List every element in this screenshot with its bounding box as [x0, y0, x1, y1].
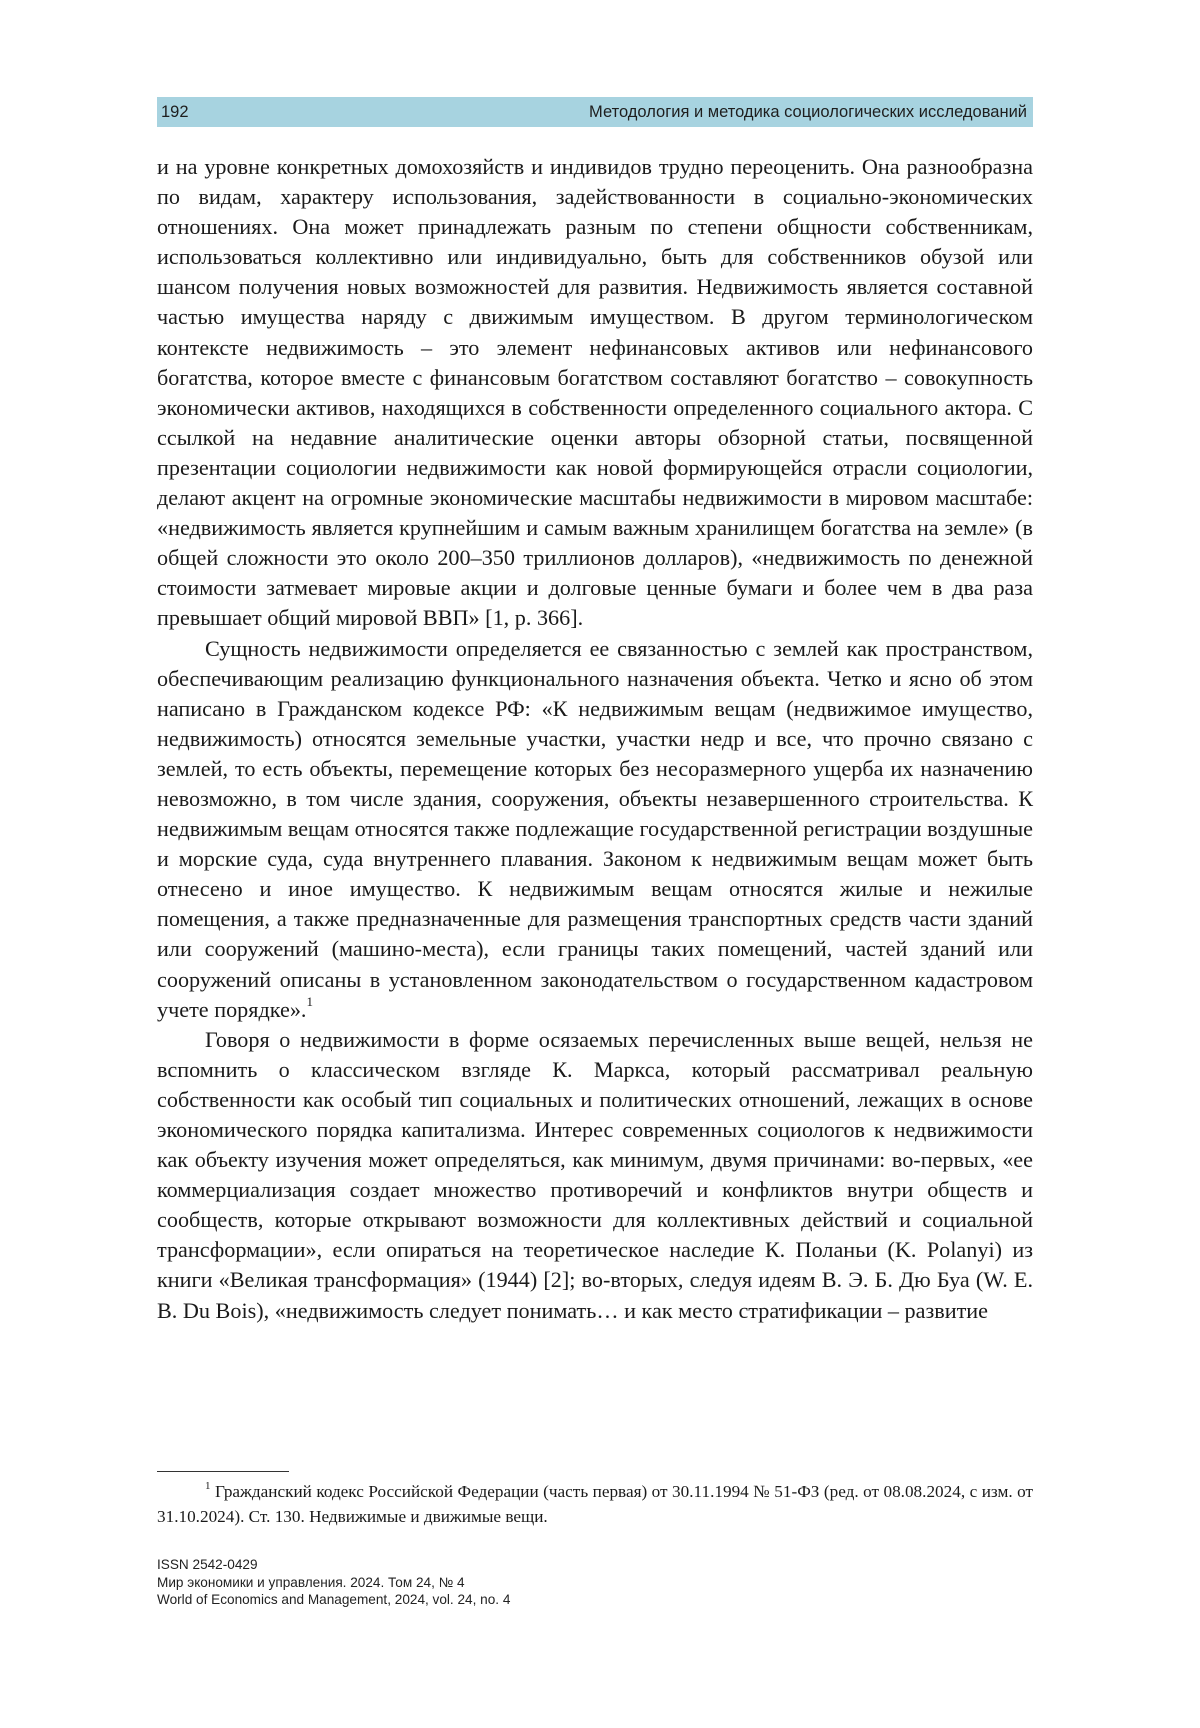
footnote-reference[interactable]: 1 [306, 994, 313, 1010]
issn: ISSN 2542-0429 [157, 1557, 258, 1572]
section-title: Методология и методика социологических исследований [589, 102, 1027, 121]
journal-citation-ru: Мир экономики и управления. 2024. Том 24, № 4 [157, 1574, 465, 1590]
paragraph: Говоря о недвижимости в форме осязаемых перечисленных выше вещей, нельзя не вспомнить о классическом взгляде К. Маркса, который рассматривал реальную собственности как особый тип социальных и политических отношений, лежащих в основе экономического порядка капитализма. Интерес современных социологов к недвижимости как объекту изучения может определяться, как минимум, двумя причинами: во-первых, «ее коммерциализация создает множество противоречий и конфликтов внутри обществ и сообществ, которые открывают возможности для коллективных действий и социальной трансформации», если опираться на теоретическое наследие К. Поланьи (K. Polanyi) из книги «Великая трансформация» (1944) [2]; во-вторых, следуя идеям В. Э. Б. Дю Буа (W. E. B. Du Bois), «недвижимость следует понимать… и как место стратификации – развитие [157, 1026, 1033, 1323]
running-header [157, 97, 1033, 127]
footnote [157, 1479, 1033, 1529]
footnote-number: 1 [205, 1480, 211, 1493]
paragraph [157, 634, 1033, 1025]
footnote-divider [157, 1471, 289, 1472]
paragraph: и на уровне конкретных домохозяйств и индивидов трудно переоценить. Она разнообразна по видам, характеру использования, задействованности в социально-экономических отношениях. Она может принадлежать разным по степени общности собственникам, использоваться коллективно или индивидуально, быть для собственников обузой или шансом получения новых возможностей для развития. Недвижимость является составной частью имущества наряду с движимым имуществом. В другом терминологическом контексте недвижимость – это элемент нефинансовых активов или нефинансового богатства, которое вместе с финансовым богатством составляют богатство – совокупность экономически активов, находящихся в собственности определенного социального актора. С ссылкой на недавние аналитические оценки авторы обзорной статьи, посвященной презентации социологии недвижимости как новой формирующейся отрасли социологии, делают акцент на огромные экономические масштабы недвижимости в мировом масштабе: «недвижимость является крупнейшим и самым важным хранилищем богатства на земле» (в общей сложности это около 200–350 триллионов долларов), «недвижимость по денежной стоимости затмевает мировые акции и долговые ценные бумаги и более чем в два раза превышает общий мировой ВВП» [1, p. 366]. [157, 154, 1033, 631]
paragraph-text: Сущность недвижимости определяется ее связанностью с землей как пространством, обеспечивающим реализацию функционального назначения объекта. Четко и ясно об этом написано в Гражданском кодексе РФ: «К недвижимым вещам (недвижимое имущество, недвижимость) относятся земельные участки, участки недр и все, что прочно связано с землей, то есть объекты, перемещение которых без несоразмерного ущерба их назначению невозможно, в том числе здания, сооружения, объекты незавершенного строительства. К недвижимым вещам относятся также подлежащие государственной регистрации воздушные и морские суда, суда внутреннего плавания. Законом к недвижимым вещам может быть отнесено и иное имущество. К недвижимым вещам относятся жилые и нежилые помещения, а также предназначенные для размещения транспортных средств части зданий или сооружений (машино-места), если границы таких помещений, частей зданий или сооружений описаны в установленном законодательством о государственном кадастровом учете порядке». [157, 635, 1033, 1022]
main-text [157, 152, 1033, 1326]
journal-citation-en: World of Economics and Management, 2024, vol. 24, no. 4 [157, 1592, 511, 1608]
footnote-text: Гражданский кодекс Российской Федерации (часть первая) от 30.11.1994 № 51-ФЗ (ред. от 08.08.2024, с изм. от 31.10.2024). Ст. 130. Недвижимые и движимые вещи. [157, 1482, 1033, 1526]
page-number: 192 [161, 102, 189, 121]
page-footer [157, 1556, 510, 1609]
